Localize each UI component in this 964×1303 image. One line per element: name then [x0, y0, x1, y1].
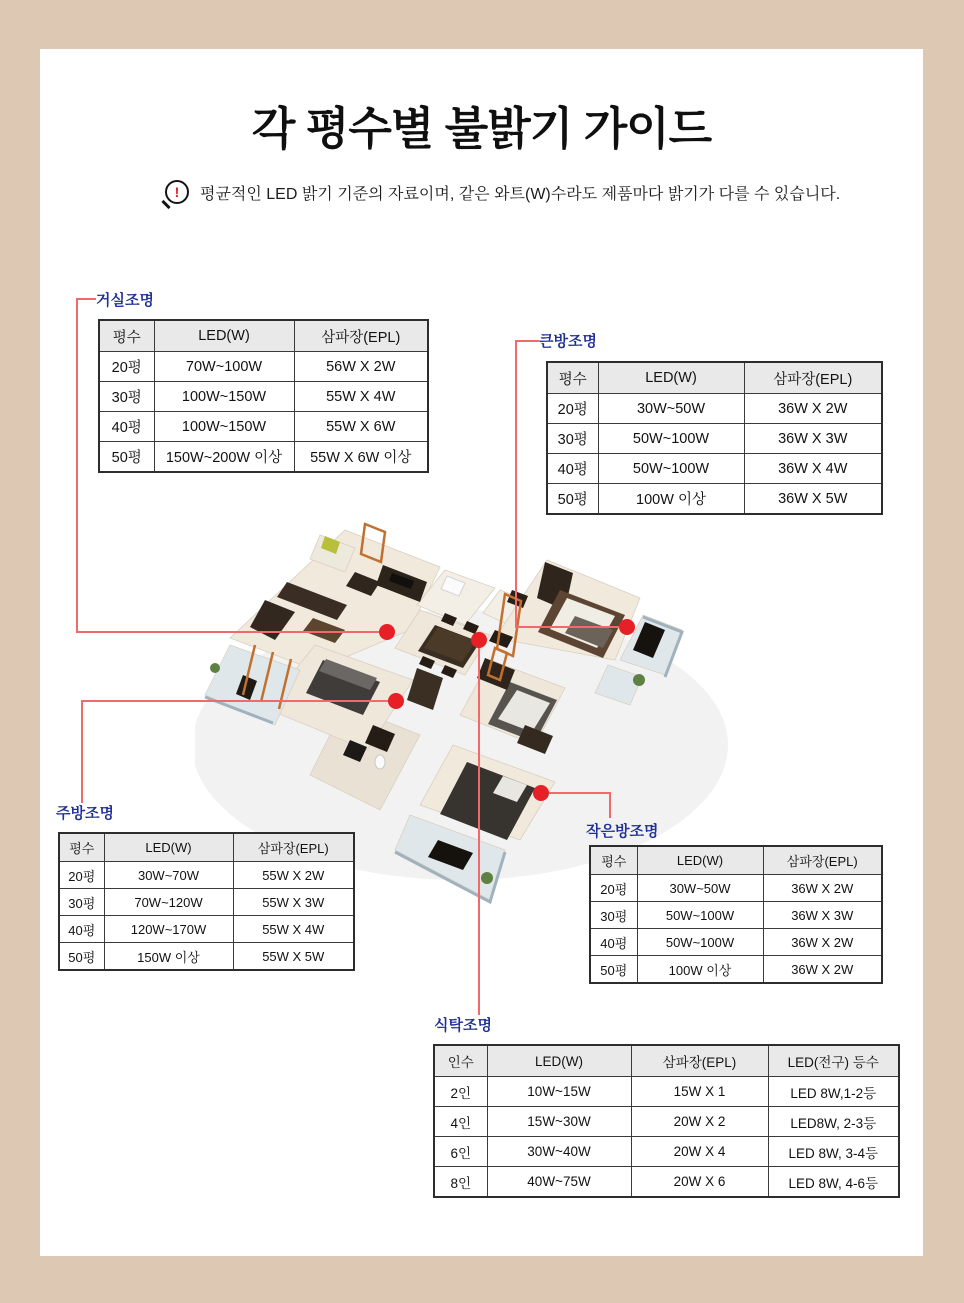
table-cell: 30평 [99, 382, 154, 412]
table-cell: 36W X 4W [744, 454, 882, 484]
table-cell: 40평 [59, 916, 104, 943]
table-cell: 56W X 2W [294, 352, 428, 382]
table-cell: 36W X 2W [763, 875, 882, 902]
table-row [434, 1137, 899, 1167]
table-row [547, 484, 882, 515]
table-big-room [546, 361, 883, 515]
connector-living-vertical [76, 298, 78, 633]
table-cell: 50평 [547, 484, 598, 515]
table-cell: 55W X 5W [233, 943, 354, 971]
table-kitchen [58, 832, 355, 971]
connector-dining-vertical [478, 640, 480, 1015]
table-cell: 150W~200W 이상 [154, 442, 294, 473]
connector-bigroom-tick [515, 340, 539, 342]
table-cell: 15W~30W [487, 1107, 631, 1137]
table-row [434, 1077, 899, 1107]
table-cell: 50평 [59, 943, 104, 971]
table-small-room [589, 845, 883, 984]
table-cell: 20평 [59, 862, 104, 889]
table-cell: 20W X 4 [631, 1137, 768, 1167]
notice-text: 평균적인 LED 밝기 기준의 자료이며, 같은 와트(W)수라도 제품마다 밝기가 다를 수 있습니다. [200, 185, 841, 203]
table-cell: 36W X 5W [744, 484, 882, 515]
table-cell: LED 8W, 3-4등 [768, 1137, 899, 1167]
table-row [590, 902, 882, 929]
marker-dot-dining-table [471, 632, 487, 648]
column-header: 삼파장(EPL) [233, 833, 354, 862]
connector-living-horizontal [76, 631, 388, 633]
column-header: 평수 [59, 833, 104, 862]
table-row [590, 956, 882, 984]
table-cell: 55W X 6W 이상 [294, 442, 428, 473]
table-cell: 30평 [59, 889, 104, 916]
table-cell: 36W X 3W [744, 424, 882, 454]
table-cell: 150W 이상 [104, 943, 233, 971]
column-header: 삼파장(EPL) [763, 846, 882, 875]
marker-dot-living-room [379, 624, 395, 640]
column-header: 삼파장(EPL) [631, 1045, 768, 1077]
column-header: 인수 [434, 1045, 487, 1077]
table-cell: 15W X 1 [631, 1077, 768, 1107]
connector-bigroom-horizontal [515, 626, 628, 628]
table-cell: 8인 [434, 1167, 487, 1198]
table-cell: 30W~50W [637, 875, 763, 902]
header-row [434, 1045, 899, 1077]
table-cell: 40W~75W [487, 1167, 631, 1198]
table-cell: 20평 [590, 875, 637, 902]
table-cell: 20평 [547, 394, 598, 424]
table-row [99, 442, 428, 473]
table-row [590, 875, 882, 902]
table-cell: 20W X 6 [631, 1167, 768, 1198]
table-cell: 4인 [434, 1107, 487, 1137]
table-row [434, 1107, 899, 1137]
table-cell: 55W X 2W [233, 862, 354, 889]
column-header: 평수 [99, 320, 154, 352]
table-row [99, 382, 428, 412]
label-big-room: 큰방조명 [539, 333, 597, 350]
column-header: 삼파장(EPL) [744, 362, 882, 394]
table-cell: 30평 [590, 902, 637, 929]
header-row [590, 846, 882, 875]
label-dining-table: 식탁조명 [434, 1017, 492, 1034]
table-row [547, 394, 882, 424]
table-cell: 40평 [547, 454, 598, 484]
table-cell: 6인 [434, 1137, 487, 1167]
table-cell: 55W X 6W [294, 412, 428, 442]
table-cell: 120W~170W [104, 916, 233, 943]
table-row [59, 889, 354, 916]
column-header: 평수 [590, 846, 637, 875]
column-header: 평수 [547, 362, 598, 394]
table-cell: 30평 [547, 424, 598, 454]
column-header: LED(W) [104, 833, 233, 862]
column-header: LED(전구) 등수 [768, 1045, 899, 1077]
label-living-room: 거실조명 [96, 292, 154, 309]
table-cell: 50W~100W [637, 929, 763, 956]
table-cell: 50W~100W [637, 902, 763, 929]
table-cell: 36W X 2W [763, 929, 882, 956]
table-cell: 100W~150W [154, 382, 294, 412]
table-cell: 100W~150W [154, 412, 294, 442]
table-row [99, 412, 428, 442]
table-row [59, 943, 354, 971]
column-header: 삼파장(EPL) [294, 320, 428, 352]
table-cell: 40평 [590, 929, 637, 956]
table-row [59, 916, 354, 943]
table-cell: LED 8W,1-2등 [768, 1077, 899, 1107]
table-cell: 55W X 3W [233, 889, 354, 916]
connector-smallroom-horizontal [541, 792, 611, 794]
connector-kitchen-vertical [81, 700, 83, 803]
table-cell: 50평 [99, 442, 154, 473]
table-cell: 30W~40W [487, 1137, 631, 1167]
page-title: 각 평수별 불밝기 가이드 [251, 103, 712, 154]
table-row [590, 929, 882, 956]
table-cell: 70W~100W [154, 352, 294, 382]
table-cell: 2인 [434, 1077, 487, 1107]
table-cell: 10W~15W [487, 1077, 631, 1107]
column-header: LED(W) [487, 1045, 631, 1077]
table-cell: 55W X 4W [233, 916, 354, 943]
table-cell: 36W X 3W [763, 902, 882, 929]
header-row [547, 362, 882, 394]
header-row [99, 320, 428, 352]
table-cell: 20평 [99, 352, 154, 382]
table-cell: LED8W, 2-3등 [768, 1107, 899, 1137]
table-cell: 36W X 2W [763, 956, 882, 984]
table-row [99, 352, 428, 382]
table-cell: 40평 [99, 412, 154, 442]
label-small-room: 작은방조명 [586, 823, 659, 840]
table-cell: 20W X 2 [631, 1107, 768, 1137]
table-cell: 36W X 2W [744, 394, 882, 424]
column-header: LED(W) [154, 320, 294, 352]
table-row [434, 1167, 899, 1198]
table-cell: 50W~100W [598, 424, 744, 454]
magnifier-exclamation-icon: ! [165, 180, 189, 204]
table-cell: 55W X 4W [294, 382, 428, 412]
notice-row [165, 179, 840, 205]
table-row [59, 862, 354, 889]
column-header: LED(W) [598, 362, 744, 394]
table-row [547, 424, 882, 454]
connector-living-tick [76, 298, 96, 300]
table-cell: 70W~120W [104, 889, 233, 916]
table-row [547, 454, 882, 484]
table-dining [433, 1044, 900, 1198]
table-cell: 30W~70W [104, 862, 233, 889]
table-cell: LED 8W, 4-6등 [768, 1167, 899, 1198]
label-kitchen: 주방조명 [56, 805, 114, 822]
table-living-room [98, 319, 429, 473]
header-row [59, 833, 354, 862]
connector-smallroom-vertical [609, 792, 611, 818]
column-header: LED(W) [637, 846, 763, 875]
connector-kitchen-horizontal [81, 700, 397, 702]
table-cell: 30W~50W [598, 394, 744, 424]
table-cell: 100W 이상 [637, 956, 763, 984]
connector-bigroom-vertical [515, 340, 517, 627]
table-cell: 100W 이상 [598, 484, 744, 515]
table-cell: 50평 [590, 956, 637, 984]
table-cell: 50W~100W [598, 454, 744, 484]
marker-dot-small-room [533, 785, 549, 801]
marker-dot-kitchen [388, 693, 404, 709]
marker-dot-big-room [619, 619, 635, 635]
